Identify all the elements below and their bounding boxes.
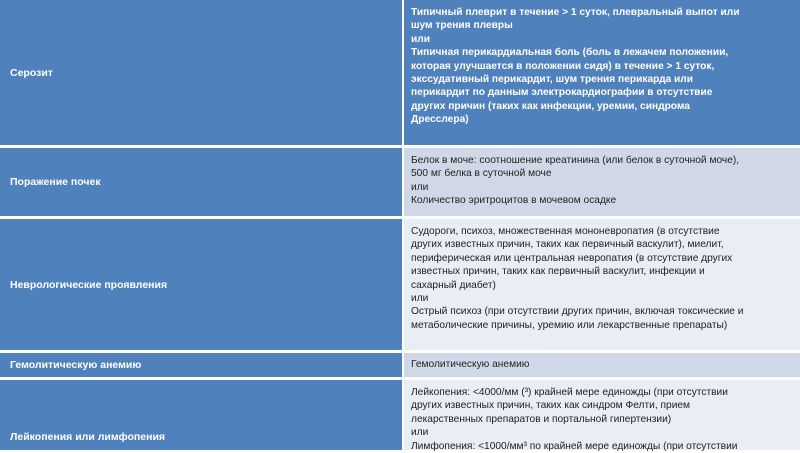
row-description xyxy=(404,219,800,350)
description-line: перикардит по данным электрокардиографии в отсутствие xyxy=(411,87,713,99)
description-line: или xyxy=(411,181,429,193)
description-line: метаболические причины, уремию или лекарственные препараты) xyxy=(411,319,728,331)
table-row-kidney xyxy=(0,148,800,216)
description-line: Судороги, психоз, множественная мононевропатия (в отсутствие xyxy=(411,226,720,237)
description-line: 500 мг белка в суточной моче xyxy=(411,168,552,180)
description-line: Типичный плеврит в течение > 1 суток, плевральный выпот или xyxy=(411,7,740,18)
description-line: Острый психоз (при отсутствии других причин, включая токсические и xyxy=(411,306,744,318)
description-line: или xyxy=(411,293,429,305)
description-line: Гемолитическую анемию xyxy=(411,359,530,370)
row-label: Неврологические проявления xyxy=(0,219,402,350)
description-line: Типичная перикардиальная боль (боль в лежачем положении, xyxy=(411,47,729,59)
description-line: Количество эритроцитов в мочевом осадке xyxy=(411,195,617,207)
description-line: других известных причин, таких как первичный васкулит), миелит, xyxy=(411,239,724,251)
description-line: других причин (таких как инфекции, уремии, синдрома xyxy=(411,100,690,112)
table-row-hemolytic-anemia xyxy=(0,353,800,377)
description-line: Белок в моче: соотношение креатинина (или белок в суточной моче), xyxy=(411,155,740,166)
description-line: сахарный диабет) xyxy=(411,279,496,291)
description-line: экссудативный перикардит, шум трения перикарда или xyxy=(411,74,694,86)
description-line: лекарственных препаратов и портальной гипертензии) xyxy=(411,413,672,425)
row-label: Гемолитическую анемию xyxy=(0,353,402,377)
description-line: Лейкопения: <4000/мм (³) крайней мере единожды (при отсутствии xyxy=(411,387,728,398)
description-line: или xyxy=(411,427,429,439)
row-description xyxy=(404,353,800,377)
table-row-neurologic xyxy=(0,219,800,350)
row-label: Серозит xyxy=(0,0,402,145)
row-label: Лейкопения или лимфопения xyxy=(0,380,402,450)
description-line: шум трения плевры xyxy=(411,20,513,32)
row-description xyxy=(404,148,800,216)
row-description xyxy=(404,0,800,145)
row-label: Поражение почек xyxy=(0,148,402,216)
description-line: периферическая или центральная невропатия (в отсутствие других xyxy=(411,252,733,264)
description-line: Дресслера) xyxy=(411,114,469,126)
table-row-serositis xyxy=(0,0,800,145)
description-line: которая улучшается в положении сидя) в течение > 1 суток, xyxy=(411,60,715,72)
description-line: или xyxy=(411,33,430,45)
description-line: других известных причин, таких как синдром Фелти, прием xyxy=(411,400,691,412)
row-description xyxy=(404,380,800,450)
description-line: Лимфопения: <1000/мм³ по крайней мере единожды (при отсутствии xyxy=(411,440,738,452)
description-line: известных причин, таких как первичный васкулит, инфекции и xyxy=(411,266,705,278)
table-row-leukopenia xyxy=(0,380,800,450)
